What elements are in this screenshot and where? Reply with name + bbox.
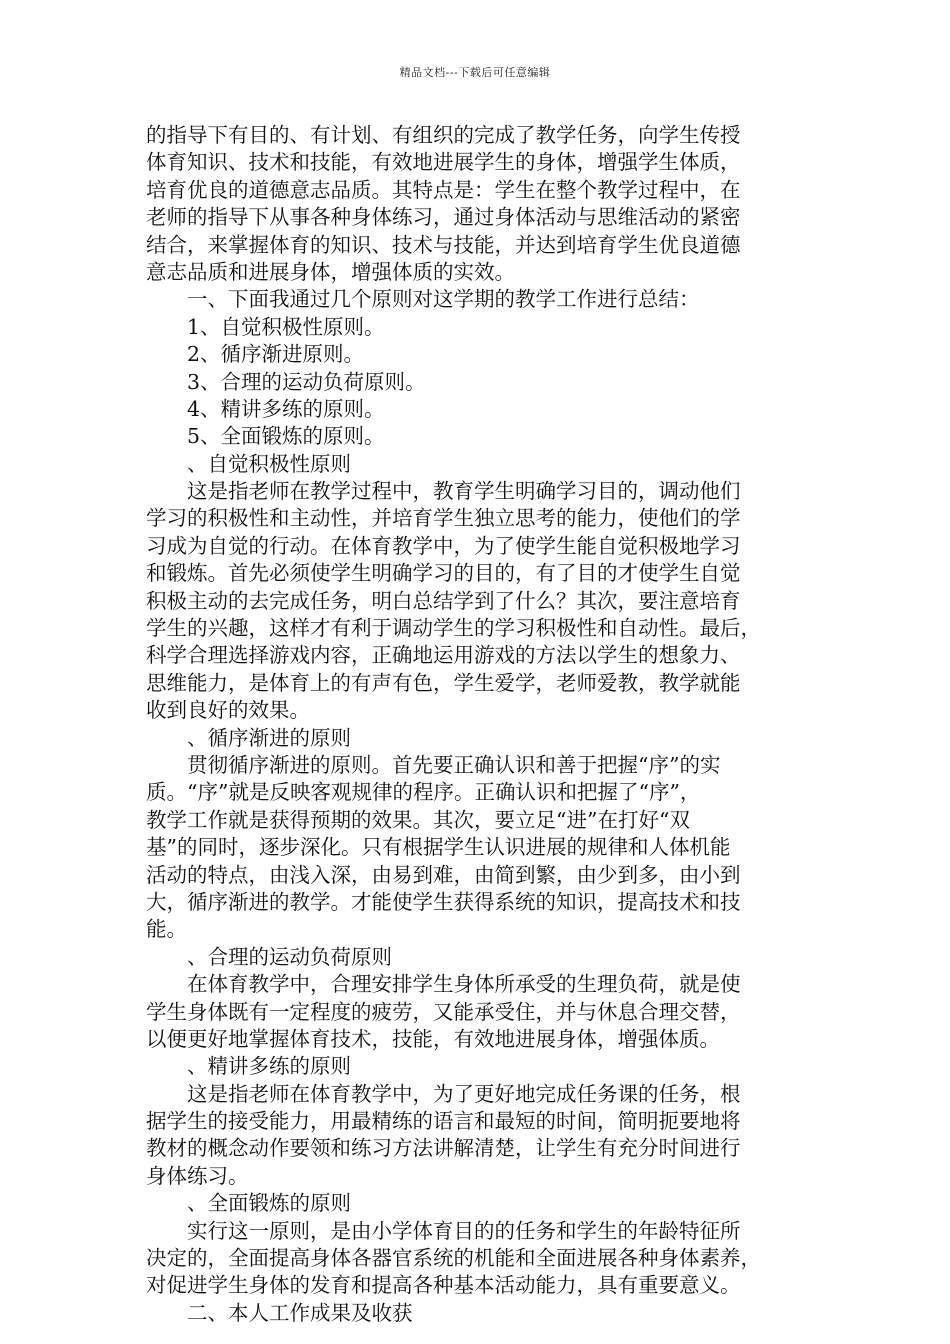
- text-line: 二、本人工作成果及收获: [187, 1300, 413, 1325]
- text-line: 决定的，全面提高身体各器官系统的机能和全面进展各种身体素养，: [146, 1246, 761, 1271]
- text-line: 5、全面锻炼的原则。: [187, 424, 385, 449]
- text-line: 结合，来掌握体育的知识、技术与技能，并达到培育学生优良道德: [146, 232, 741, 257]
- text-line: 的指导下有目的、有计划、有组织的完成了教学任务，向学生传授: [146, 123, 741, 147]
- text-line: 这是指老师在教学过程中，教育学生明确学习目的，调动他们: [187, 479, 741, 504]
- text-line: 积极主动的去完成任务，明白总结学到了什么？其次，要注意培育: [146, 588, 741, 613]
- text-line: 2、循序渐进原则。: [187, 342, 365, 367]
- text-line: 、循序渐进的原则: [187, 725, 351, 750]
- text-line: 学生的兴趣，这样才有利于调动学生的学习积极性和自动性。最后，: [146, 616, 761, 641]
- text-line: 身体练习。: [146, 1163, 249, 1188]
- text-line: 思维能力，是体育上的有声有色，学生爱学，老师爱教，教学就能: [146, 670, 741, 695]
- text-line: 教材的概念动作要领和练习方法讲解清楚，让学生有充分时间进行: [146, 1136, 741, 1161]
- text-line: 学生身体既有一定程度的疲劳，又能承受住，并与休息合理交替，: [146, 999, 741, 1024]
- text-line: 一、下面我通过几个原则对这学期的教学工作进行总结：: [187, 287, 700, 312]
- text-line: 活动的特点，由浅入深，由易到难，由简到繁，由少到多，由小到: [146, 862, 741, 887]
- document-body: [146, 122, 826, 1327]
- text-line: 教学工作就是获得预期的效果。其次，要立足“进”在打好“双: [146, 807, 690, 832]
- text-line: 质。“序”就是反映客观规律的程序。正确认识和把握了“序”，: [146, 780, 701, 805]
- text-line: 以便更好地掌握体育技术，技能，有效地进展身体，增强体质。: [146, 1026, 720, 1051]
- text-line: 大，循序渐进的教学。才能使学生获得系统的知识，提高技术和技: [146, 889, 741, 914]
- text-line: 体育知识、技术和技能，有效地进展学生的身体，增强学生体质，: [146, 150, 741, 175]
- text-line: 据学生的接受能力，用最精练的语言和最短的时间，简明扼要地将: [146, 1109, 741, 1134]
- text-line: 培育优良的道德意志品质。其特点是：学生在整个教学过程中，在: [146, 177, 741, 202]
- text-line: 和锻炼。首先必须使学生明确学习的目的，有了目的才使学生自觉: [146, 561, 741, 586]
- text-line: 实行这一原则，是由小学体育目的的任务和学生的年龄特征所: [187, 1218, 741, 1243]
- text-line: 在体育教学中，合理安排学生身体所承受的生理负荷，就是使: [187, 972, 741, 997]
- text-line: 习成为自觉的行动。在体育教学中，为了使学生能自觉积极地学习: [146, 533, 741, 558]
- page-header: 精品文档---下载后可任意编辑: [399, 66, 551, 79]
- text-line: 科学合理选择游戏内容，正确地运用游戏的方法以学生的想象力、: [146, 643, 741, 668]
- text-line: 老师的指导下从事各种身体练习，通过身体活动与思维活动的紧密: [146, 205, 741, 230]
- text-line: 、合理的运动负荷原则: [187, 944, 392, 969]
- text-line: 、全面锻炼的原则: [187, 1191, 351, 1216]
- text-line: 、自觉积极性原则: [187, 451, 351, 476]
- text-line: 学习的积极性和主动性，并培育学生独立思考的能力，使他们的学: [146, 506, 741, 531]
- text-line: 基”的同时，逐步深化。只有根据学生认识进展的规律和人体机能: [146, 835, 731, 860]
- text-line: 4、精讲多练的原则。: [187, 396, 385, 421]
- text-line: 3、合理的运动负荷原则。: [187, 369, 426, 394]
- text-line: 对促进学生身体的发育和提高各种基本活动能力，具有重要意义。: [146, 1273, 741, 1298]
- text-line: 贯彻循序渐进的原则。首先要正确认识和善于把握“序”的实: [187, 752, 721, 777]
- text-line: 收到良好的效果。: [146, 698, 310, 723]
- text-line: 、精讲多练的原则: [187, 1054, 351, 1079]
- text-line: 1、自觉积极性原则。: [187, 314, 385, 339]
- text-line: 意志品质和进展身体，增强体质的实效。: [146, 259, 515, 284]
- text-line: 能。: [146, 917, 187, 942]
- text-line: 这是指老师在体育教学中，为了更好地完成任务课的任务，根: [187, 1081, 741, 1106]
